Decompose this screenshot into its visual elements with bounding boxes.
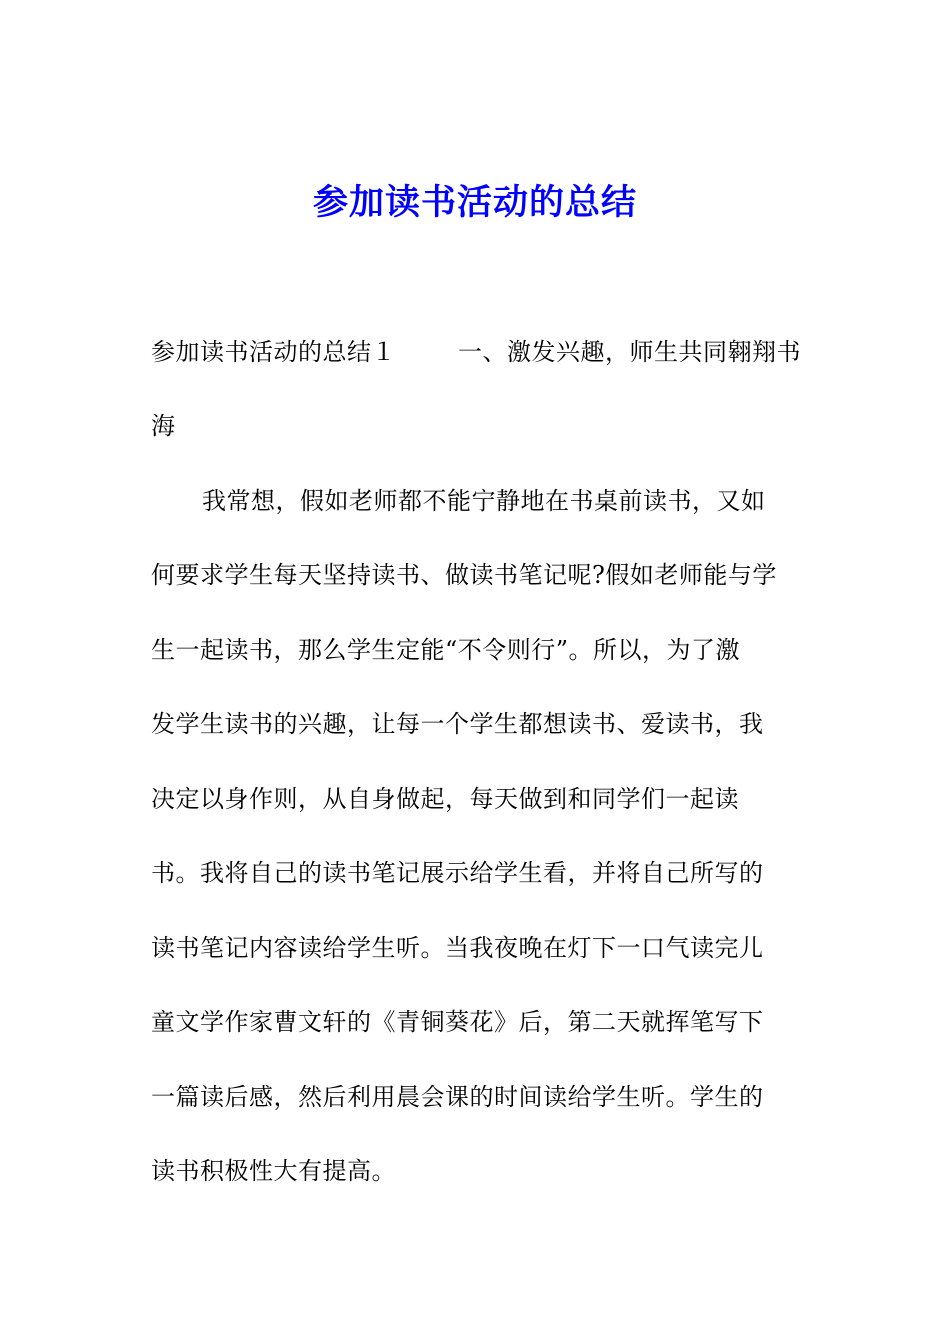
paragraph-line: 读书积极性大有提高。 [151, 1157, 396, 1185]
paragraph-line: 决定以身作则，从自身做起，每天做到和同学们一起读 [151, 785, 739, 813]
section-heading: 一、激发兴趣，师生共同翱翔书 [458, 338, 801, 366]
section-heading-continuation: 海 [151, 412, 176, 440]
paragraph-line: 我常想，假如老师都不能宁静地在书桌前读书，又如 [202, 487, 766, 515]
heading-line [151, 335, 801, 369]
paragraph-line: 童文学作家曹文轩的《青铜葵花》后，第二天就挥笔写下 [151, 1008, 764, 1036]
paragraph-line: 何要求学生每天坚持读书、做读书笔记呢?假如老师能与学 [151, 561, 777, 589]
document-title: 参加读书活动的总结 [312, 182, 637, 223]
heading-label: 参加读书活动的总结１ [151, 338, 396, 366]
paragraph-line: 发学生读书的兴趣，让每一个学生都想读书、爱读书，我 [151, 710, 764, 738]
paragraph-line: 生一起读书，那么学生定能“不令则行”。所以，为了激 [151, 636, 741, 664]
paragraph-line: 书。我将自己的读书笔记展示给学生看，并将自己所写的 [151, 859, 764, 887]
paragraph-line: 读书笔记内容读给学生听。当我夜晚在灯下一口气读完儿 [151, 934, 764, 962]
paragraph-line: 一篇读后感，然后利用晨会课的时间读给学生听。学生的 [151, 1083, 764, 1111]
